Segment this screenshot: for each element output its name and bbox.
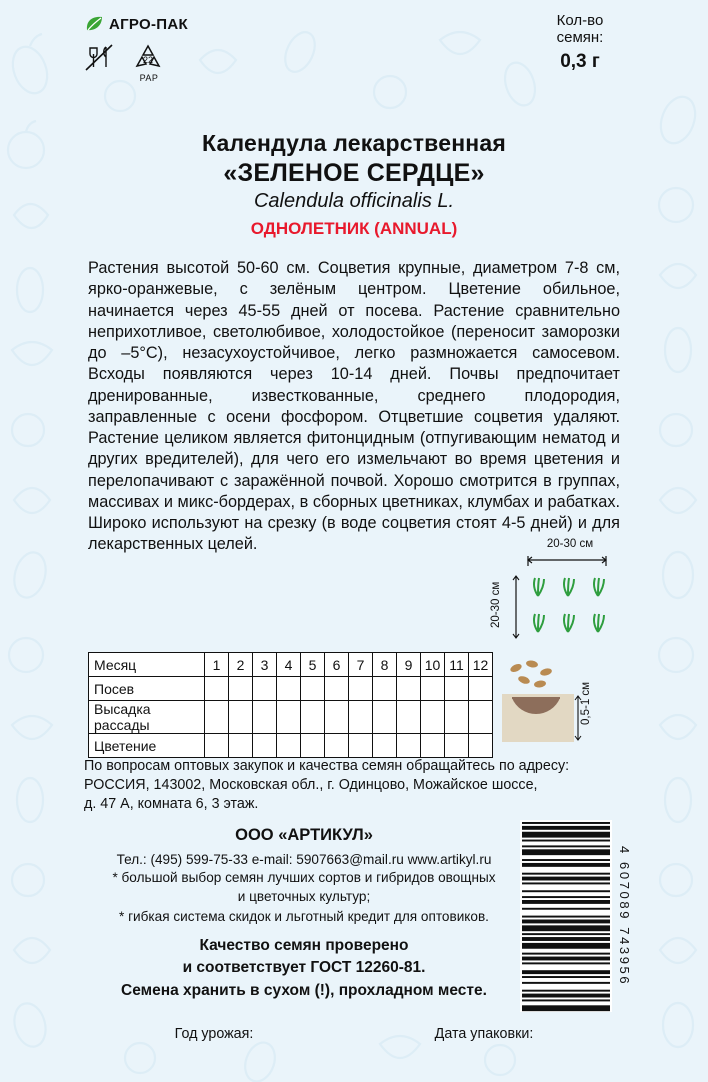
sowing-depth-diagram (494, 660, 614, 750)
month-header-cell: 11 (445, 653, 469, 677)
calendar-cell (229, 734, 253, 758)
spacing-top-label: 20-30 см (546, 538, 594, 550)
month-header-cell: 5 (301, 653, 325, 677)
brand-logo (84, 14, 188, 34)
latin-name: Calendula officinalis L. (253, 190, 455, 212)
table-row (89, 653, 493, 677)
month-header-cell: 2 (229, 653, 253, 677)
quality-line-1: Качество семян проверено (199, 937, 409, 954)
month-header-cell: 4 (277, 653, 301, 677)
calendar-cell (397, 701, 421, 734)
calendar-cell (205, 734, 229, 758)
address-line-2: РОССИЯ, 143002, Московская обл., г. Одинцово, Можайское шоссе, (84, 776, 538, 793)
table-row (89, 734, 493, 758)
month-header-cell: 1 (205, 653, 229, 677)
calendar-cell (397, 677, 421, 701)
calendar-row-label: Посев (89, 677, 205, 701)
month-header-cell: 6 (325, 653, 349, 677)
calendar-row-label: Высадка рассады (89, 701, 205, 734)
sowing-calendar (88, 652, 493, 758)
calendar-cell (373, 701, 397, 734)
calendar-cell (421, 701, 445, 734)
company-contacts: Тел.: (495) 599-75-33 e-mail: 5907663@mail.ru www.artikyl.ru (116, 852, 492, 867)
svg-text:22: 22 (142, 55, 154, 65)
quantity-value: 0,3 г (560, 50, 600, 72)
harvest-year-label: Год урожая: (174, 1026, 254, 1042)
calendar-cell (445, 734, 469, 758)
quality-line-3: Семена хранить в сухом (!), прохладном месте. (121, 981, 487, 999)
plant-name: Календула лекарственная (202, 130, 506, 156)
brand-name: АГРО-ПАК (109, 15, 188, 33)
calendar-cell (325, 677, 349, 701)
packaging-marks (84, 42, 166, 83)
wholesale-address (84, 757, 624, 814)
barcode (520, 820, 632, 1012)
table-row (89, 677, 493, 701)
calendar-cell (469, 677, 493, 701)
description-text: Растения высотой 50-60 см. Соцветия крупные, диаметром 7-8 см, ярко-оранжевые, с зелёным центром. Цветение обильное, начинается через 45-55 дней от посева. Растение сравнительно неприхотливое, светолюбивое, холодостойкое (переносит заморозки до –5°С), незасухоустойчивое, легко размножается самосевом. Всходы появляются через 10-14 дней. Почвы предпочитает дренированные, известкованные, среднего плодородия, заправленные с осени фосфором. Отцветшие соцветия удаляют. Растение целиком является фитонцидным (отпугивающим нематод и других вредителей), для чего его измельчают во время цветения и перелопачивают с заражённой почвой. Хорошо смотрится в группах, массивах и микс-бордерах, в сборных цветниках, клумбах и рабатках. Широко используют на срезку (в воде соцветия стоят 4-5 дней) и для лекарственных целей. (88, 259, 620, 554)
calendar-cell (205, 677, 229, 701)
address-line-3: д. 47 А, комната 6, 3 этаж. (84, 795, 259, 812)
calendar-cell (397, 734, 421, 758)
company-bullet-1: * большой выбор семян лучших сортов и гибридов овощных (112, 870, 496, 885)
plant-spacing-diagram (490, 538, 624, 648)
sowing-calendar-table (88, 652, 493, 758)
no-food-contact-icon (84, 42, 118, 72)
calendar-cell (349, 677, 373, 701)
barcode-bars (520, 820, 612, 1012)
calendar-cell (229, 701, 253, 734)
table-row (89, 701, 493, 734)
month-header-cell: 3 (253, 653, 277, 677)
calendar-cell (349, 734, 373, 758)
calendar-cell (325, 701, 349, 734)
calendar-cell (301, 734, 325, 758)
month-header-cell: 7 (349, 653, 373, 677)
month-header-cell: 8 (373, 653, 397, 677)
calendar-cell (325, 734, 349, 758)
calendar-cell (205, 701, 229, 734)
calendar-cell (301, 701, 325, 734)
title-block (60, 130, 648, 239)
recycle-material-label: PAP (139, 73, 159, 83)
calendar-cell (253, 734, 277, 758)
calendar-cell (373, 734, 397, 758)
footer-fields (84, 1026, 624, 1042)
calendar-cell (253, 677, 277, 701)
calendar-cell (277, 734, 301, 758)
calendar-cell (349, 701, 373, 734)
quality-statement (78, 935, 530, 1002)
month-header-cell: 10 (421, 653, 445, 677)
calendar-cell (277, 701, 301, 734)
pack-date-label: Дата упаковки: (434, 1026, 534, 1042)
variety-name: «ЗЕЛЕНОЕ СЕРДЦЕ» (223, 159, 485, 187)
calendar-cell (229, 677, 253, 701)
calendar-cell (469, 734, 493, 758)
calendar-cell (277, 677, 301, 701)
calendar-cell (301, 677, 325, 701)
calendar-header-label: Месяц (89, 653, 205, 677)
spacing-side-label: 20-30 см (490, 581, 502, 629)
company-bullet-2: * гибкая система скидок и льготный кредит для оптовиков. (119, 908, 489, 924)
month-header-cell: 9 (397, 653, 421, 677)
calendar-cell (469, 701, 493, 734)
company-bullet-1-cont: и цветочных культур; (237, 889, 371, 905)
month-header-cell: 12 (469, 653, 493, 677)
calendar-cell (421, 734, 445, 758)
company-bullets (78, 868, 530, 926)
quantity-label-line1: Кол-во (556, 12, 604, 29)
lifecycle-badge: ОДНОЛЕТНИК (ANNUAL) (250, 219, 458, 238)
calendar-cell (445, 701, 469, 734)
calendar-cell (253, 701, 277, 734)
calendar-row-label: Цветение (89, 734, 205, 758)
company-name: ООО «АРТИКУЛ» (235, 826, 373, 844)
address-line-1: По вопросам оптовых закупок и качества семян обращайтесь по адресу: (84, 758, 570, 774)
recycle-icon (132, 42, 166, 83)
calendar-cell (421, 677, 445, 701)
barcode-digits: 4 607089 743956 (617, 845, 632, 987)
calendar-cell (373, 677, 397, 701)
quantity-label-line2: семян: (556, 29, 604, 47)
quality-line-2: и соответствует ГОСТ 12260-81. (182, 959, 426, 977)
leaf-icon (84, 14, 104, 34)
depth-label: 0,5-1 см (580, 681, 592, 725)
calendar-cell (445, 677, 469, 701)
seed-quantity-block (520, 12, 640, 73)
